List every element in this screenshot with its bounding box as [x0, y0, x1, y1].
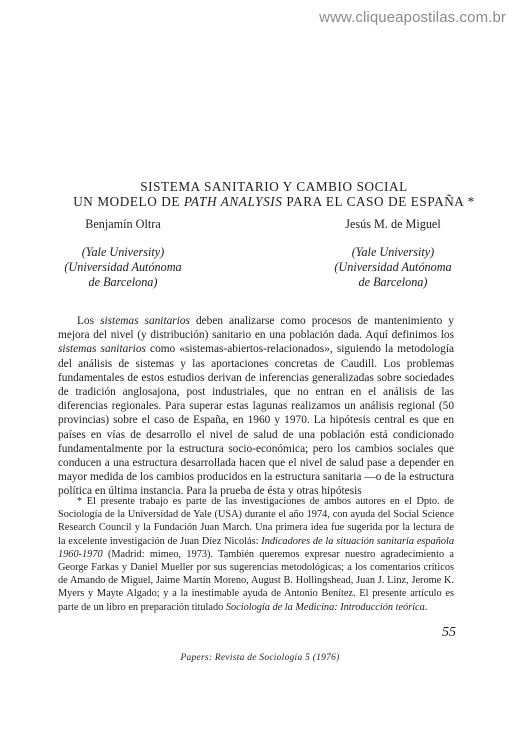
author-affiliation-line: (Yale University) — [81, 245, 165, 259]
author-affiliation-line: de Barcelona) — [88, 275, 158, 289]
footnote-paragraph — [58, 495, 454, 614]
watermark-url: www.cliqueapostilas.com.br — [319, 9, 506, 26]
author-de-miguel — [318, 217, 468, 290]
author-affiliation-line: de Barcelona) — [358, 275, 428, 289]
author-oltra — [58, 217, 188, 290]
title-suffix: PARA EL CASO DE ESPAÑA * — [282, 194, 475, 209]
title-prefix: UN MODELO DE — [73, 194, 184, 209]
author-name: Benjamín Oltra — [85, 217, 161, 231]
body-text-run: como «sistemas-abiertos-relacionados», siguiendo la metodología del análisis de sistemas y las aportaciones concretas de Caudill. Los problemas fundamentales de estos estudios derivan de inferencias generalizadas sobre sociedades de tradición anglosajona, post industriales, que no entran en el análisis de las diferencias regionales. Para superar estas lagunas realizamos un análisis regional (50 provincias) sobre el caso de España, en 1960 y 1970. La hipótesis central es que en países en vías de desarrollo el nivel de salud de una población está condicionado fundamentalmente por la estructura socio-económica; pero los cambios sociales que conducen a una estructura desarrollada hacen que el nivel de salud pase a depender en mayor medida de los cambios producidos en la estructura sanitaria —o de la estructura política en última instancia. Para la prueba de ésta y otras hipótesis — [58, 343, 455, 498]
abstract-paragraph — [58, 314, 454, 499]
author-name: Jesús M. de Miguel — [345, 217, 441, 231]
title-italic-term: PATH ANALYSIS — [183, 194, 283, 209]
footnote-text-run: . — [424, 601, 428, 613]
article-title-line-1: SISTEMA SANITARIO Y CAMBIO SOCIAL — [140, 179, 408, 194]
body-italic-term: sistemas sanitarios — [58, 343, 146, 356]
page-number: 55 — [442, 625, 456, 640]
footnote — [58, 495, 454, 614]
author-affiliation-line: (Yale University) — [351, 245, 435, 259]
footnote-italic-title: Sociología de la Medicina: Introducción teórica — [225, 601, 425, 613]
body-paragraph — [58, 314, 454, 499]
footnote-text-run: (Madrid: mimeo, 1973). También queremos expresar nuestro agradecimiento a George Farkas y Daniel Mueller por sus sugerencias metodológicas; a los comentarios críticos de Amando de Miguel, Jaime Martín Moreno, August B. Hollingshead, Juan J. Linz, Jerome K. Myers y Mayte Algado; y a la inestimable ayuda de Antonio Benítez. El presente artículo es parte de un libro en preparación titulado — [58, 548, 454, 613]
body-italic-term: sistemas sanitarios — [100, 315, 190, 327]
body-text-run: Los — [77, 315, 101, 327]
journal-citation: Papers: Revista de Sociología 5 (1976) — [180, 653, 340, 663]
body-text-run: deben analizarse como procesos de mantenimiento y mejora del nivel (y distribución) sanitario en una población dada. Aquí definimos los — [58, 315, 454, 342]
article-title-line-2 — [58, 194, 490, 210]
author-affiliation-line: (Universidad Autónoma — [64, 260, 182, 274]
author-block — [0, 217, 520, 297]
author-affiliation-line: (Universidad Autónoma — [334, 260, 452, 274]
footnote-italic-title: Indicadores de la situación sanitaria española 1960-1970 — [58, 535, 454, 560]
footnote-text-run: * El presente trabajo es parte de las investigaciones de ambos autores en el Dpto. de Sociología de la Universidad de Yale (USA) durante el año 1974, con ayuda del Social Science Research Council y la Fundación Juan March. Una primera idea fue sugerida por la lectura de la excelente investigación de Juan Díez Nicolás: — [58, 496, 454, 547]
